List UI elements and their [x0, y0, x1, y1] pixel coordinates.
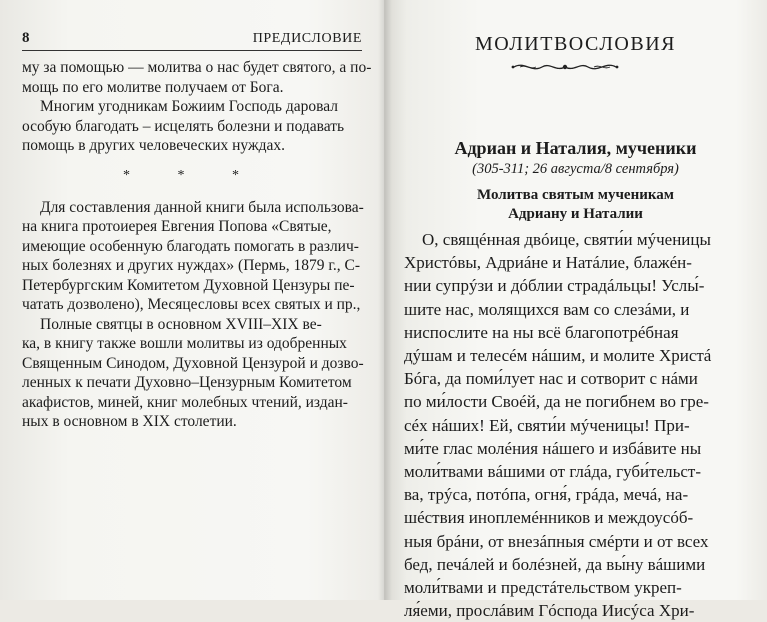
text-line: на книга протоиерея Евгения Попова «Святые, [22, 218, 332, 235]
text-line: ка, в книгу также вошли молитвы из одобренных [22, 335, 347, 352]
section-separator: * * * [123, 167, 261, 183]
prayer-line: дýшам и телесéм нáшим, и молите Христá [404, 346, 712, 366]
preface-text [22, 58, 372, 432]
prayer-line: ниспослите на ны всё благопотрéбная [404, 322, 679, 342]
prayer-line: бед, печáлей и болéзней, да вы́ну вáшими [404, 554, 706, 574]
prayer-heading [384, 186, 767, 224]
text-line: помощь в других человеческих нуждах. [22, 137, 286, 154]
text-line: мощь по его молитве получаем от Бога. [22, 78, 284, 96]
prayer-line: ля́еми, прослáвим Гóспода Иисýса Хри- [404, 601, 695, 621]
ornament-flourish-icon [510, 60, 620, 74]
prayer-line: шите нас, молящихся вам со слезáми, и [404, 299, 690, 319]
saint-dates: (305-311; 26 августа/8 сентября) [472, 161, 679, 177]
running-head [22, 28, 362, 51]
text-line: Священным Синодом, Духовной Цензурой и дозво- [22, 354, 364, 372]
text-line: ных в основном в XIX столетии. [22, 413, 237, 430]
text-line: ленных к печати Духовно–Цензурным Комитетом [22, 374, 352, 391]
prayer-heading-line: Адриану и Наталии [508, 206, 643, 222]
text-line: чатать дозволено), Месяцесловы всех святых и пр., [22, 296, 361, 313]
prayer-line: нии супрýзи и дóблии страдáльцы! Услы́- [404, 276, 705, 296]
text-line: ных болезнях и других нуждах» (Пермь, 1879 г., С- [22, 257, 361, 274]
prayer-line: ми́те глас молéния нáшего и избáвите ны [404, 438, 702, 458]
prayer-line: ныя брáни, от внезáпныя смéрти и от всех [404, 531, 709, 551]
text-line: имеющие особенную благодать помогать в различ- [22, 237, 359, 255]
prayer-line: по ми́лости Своéй, да не погибнем во грe- [404, 392, 709, 412]
text-line: особую благодать – исцелять болезни и подавать [22, 117, 345, 135]
book-title: МОЛИТВОСЛОВИЯ [475, 33, 676, 55]
page-number: 8 [22, 30, 30, 46]
book-gutter [378, 0, 392, 600]
prayer-line: сéх нáших! Ей, святи́и мýченицы! При- [404, 415, 690, 435]
prayer-line: шéствия иноплемéнников и междоусóб- [404, 508, 694, 528]
text-line: Полные святцы в основном XVIII–XIX ве- [40, 315, 322, 333]
text-line: Для составления данной книги была использова- [40, 198, 364, 216]
prayer-line: ва, трýса, потóпа, огня́, грáда, мечá, на- [404, 485, 689, 505]
prayer-body [404, 228, 750, 622]
prayer-heading-line: Молитва святым мученикам [476, 187, 674, 203]
running-title: ПРЕДИСЛОВИЕ [252, 31, 362, 46]
prayer-line: моли́твами и предстáтельством укреп- [404, 578, 682, 598]
prayer-line: моли́твами вáшими от глáда, губи́тельст- [404, 462, 701, 482]
prayer-line: О, свящéнная двóице, святи́и мýченицы [422, 230, 711, 249]
saint-title: Адриан и Наталия, мученики [454, 138, 697, 158]
prayer-line: Христóвы, Адриáне и Натáлие, блажéн- [404, 253, 692, 273]
text-line: Многим угодникам Божиим Господь даровал [40, 98, 338, 115]
text-line: му за помощью — молитва о нас будет святого, а по- [22, 59, 372, 76]
text-line: акафистов, миней, книг молебных чтений, издан- [22, 393, 348, 411]
prayer-line: Бóга, да поми́лует нас и сотворит с нáми [404, 369, 698, 389]
text-line: Петербургским Комитетом Духовной Цензуры пе- [22, 276, 355, 294]
